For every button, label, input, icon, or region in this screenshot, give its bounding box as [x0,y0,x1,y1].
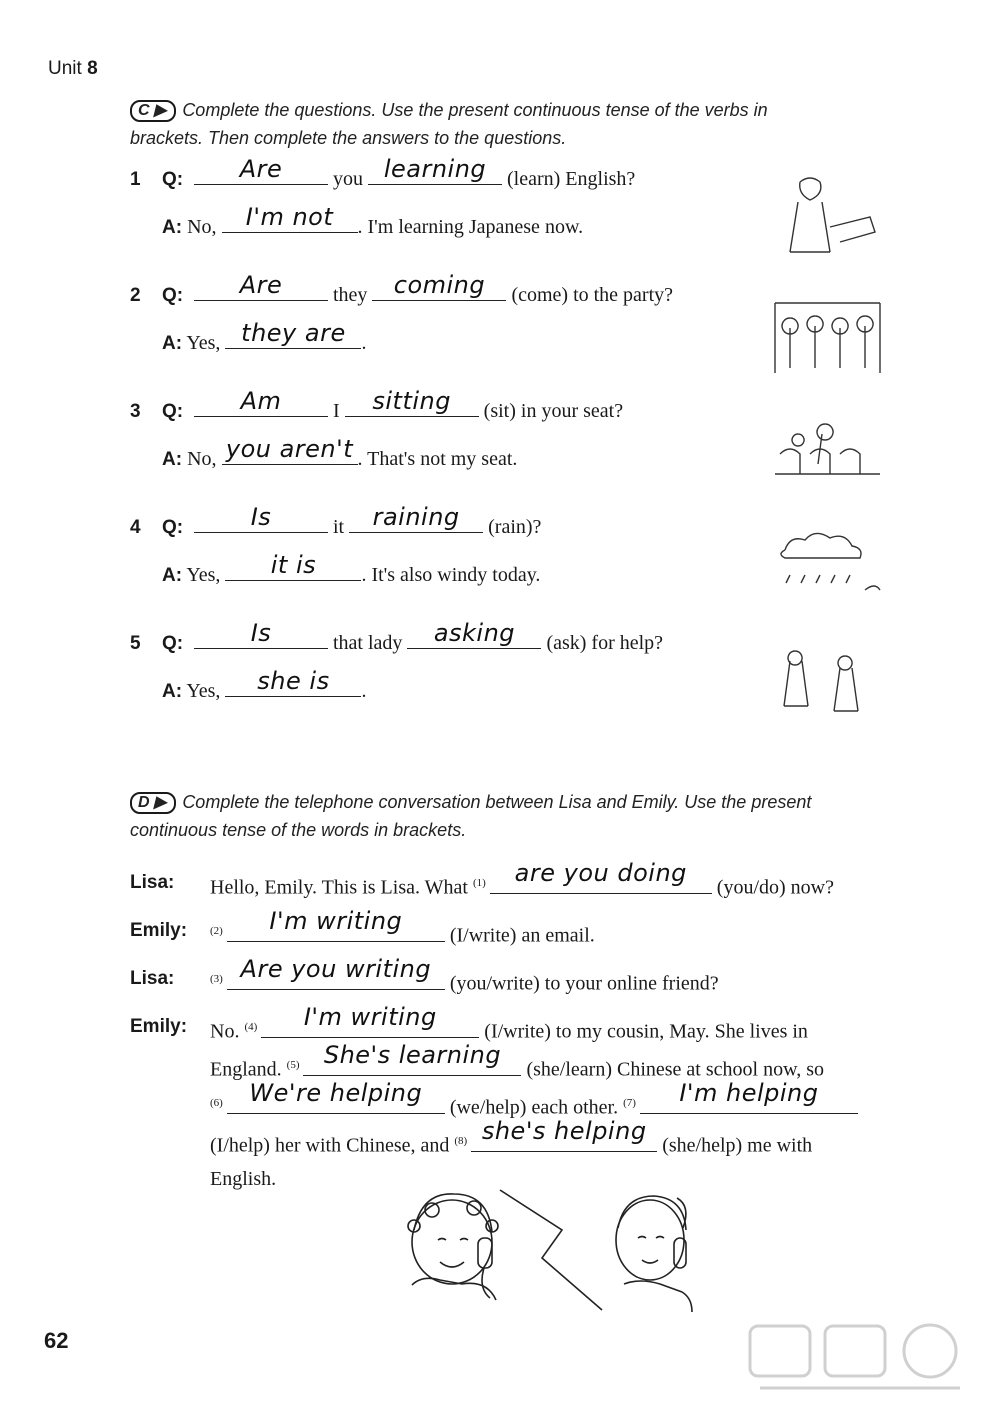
answer-text: . I'm learning Japanese now. [357,216,584,238]
q-label: Q: [162,285,184,306]
question-text: (ask) for help? [546,632,664,654]
a-label: A: [162,333,183,354]
answer-text: Yes, [186,332,221,354]
answer-blank-6[interactable] [227,1078,445,1114]
dialogue-text: (I/help) her with Chinese, and [210,1134,450,1157]
handwritten-answer: I'm writing [303,1002,437,1031]
answer-text: . It's also windy today. [361,564,541,586]
question-row [130,619,664,655]
question-row [130,155,636,191]
question-text: (come) to the party? [511,284,674,306]
q-label: Q: [162,633,184,654]
handwritten-answer: Are [239,271,283,299]
handwritten-answer: Is [250,503,272,531]
answer-blank[interactable] [194,155,328,185]
handwritten-answer: I'm writing [269,906,403,935]
blank-number: (6) [210,1097,223,1109]
section-d-badge: D ▶ [130,792,176,814]
dialogue-text: (she/learn) Chinese at school now, so [526,1058,825,1081]
answer-blank[interactable] [225,319,361,349]
a-label: A: [162,449,183,470]
question-text: (rain)? [488,516,542,538]
answer-blank-8[interactable] [471,1116,657,1152]
blank-number: (4) [244,1021,258,1033]
item-number: 5 [130,633,141,654]
man-reading-icon [770,172,885,262]
answer-blank[interactable] [194,271,328,301]
handwritten-answer: coming [393,271,486,299]
item-number: 4 [130,517,141,538]
dialogue-text: No. [210,1020,240,1043]
watermark-logo [740,1318,980,1408]
section-c-badge: C ▶ [130,100,176,122]
handwritten-answer: Are you writing [240,954,432,983]
question-text: (sit) in your seat? [483,400,624,422]
answer-row [162,203,584,239]
question-text: you [333,168,363,190]
answer-blank[interactable] [349,503,483,533]
answer-text: . [361,332,367,354]
handwritten-answer: We're helping [249,1078,423,1107]
question-text: that lady [333,632,403,654]
question-text: (learn) English? [507,168,636,190]
q-label: Q: [162,169,184,190]
a-label: A: [162,217,183,238]
answer-blank-1[interactable] [490,858,712,894]
cinema-seats-icon [770,404,885,494]
answer-text: No, [187,448,217,470]
answer-text: . That's not my seat. [357,448,518,470]
handwritten-answer: Is [250,619,272,647]
instruction-line: Complete the questions. Use the present continuous tense of the verbs in [182,100,768,120]
girls-on-phone-illustration [392,1180,722,1315]
handwritten-answer: it is [270,551,317,579]
dialogue-line-7 [130,1116,950,1160]
question-row [130,503,542,539]
answer-row [162,551,541,587]
rain-cloud-icon [770,520,885,610]
party-crowd-icon [770,288,885,378]
instruction-line: Complete the telephone conversation between Lisa and Emily. Use the present [182,792,812,812]
handwritten-answer: asking [433,619,516,647]
item-number: 2 [130,285,141,306]
answer-blank[interactable] [345,387,479,417]
speaker-lisa: Lisa: [130,872,175,893]
section-c-instruction [130,96,950,152]
handwritten-answer: she is [257,667,330,695]
answer-text: . [361,680,367,702]
question-row [130,271,674,307]
answer-blank[interactable] [194,387,328,417]
instruction-line: continuous tense of the words in brackets. [130,820,467,840]
answer-blank[interactable] [368,155,502,185]
answer-blank[interactable] [194,619,328,649]
blank-number: (7) [623,1097,636,1109]
handwritten-answer: they are [241,319,346,347]
dialogue [130,858,950,1198]
handwritten-answer: are you doing [514,858,687,887]
dialogue-line-3 [130,954,950,1008]
handwritten-answer: She's learning [323,1040,502,1069]
answer-blank[interactable] [225,667,361,697]
dialogue-line-4 [130,1002,950,1046]
handwritten-answer: I'm helping [679,1078,819,1107]
a-label: A: [162,565,183,586]
dialogue-text: English. [210,1168,277,1190]
item-number: 3 [130,401,141,422]
instruction-line: brackets. Then complete the answers to the questions. [130,128,567,148]
dialogue-text: (you/do) now? [716,876,834,899]
handwritten-answer: I'm not [245,203,334,231]
dialogue-text: (I/write) an email. [449,924,595,947]
unit-number: 8 [87,58,98,79]
handwritten-answer: sitting [372,387,451,415]
question-text: it [333,516,345,538]
unit-heading [48,58,98,80]
speaker-emily: Emily: [130,1016,188,1037]
answer-blank[interactable] [222,203,358,233]
blank-number: (1) [472,877,486,889]
dialogue-text: England. [210,1058,282,1081]
blank-number: (5) [286,1059,300,1071]
question-text: I [333,400,340,422]
a-label: A: [162,681,183,702]
handwritten-answer: Am [240,387,282,415]
section-d-instruction [130,788,950,844]
answer-text: Yes, [186,680,221,702]
answer-text: Yes, [186,564,221,586]
answer-blank-5[interactable] [303,1040,521,1076]
answer-blank[interactable] [372,271,506,301]
answer-row [162,435,518,471]
speaker-emily: Emily: [130,920,188,941]
answer-row [162,667,367,703]
answer-blank-2[interactable] [227,906,445,942]
answer-text: No, [187,216,217,238]
question-text: they [333,284,368,306]
blank-number: (8) [454,1135,468,1147]
q-label: Q: [162,517,184,538]
answer-blank-4[interactable] [261,1002,479,1038]
answer-blank[interactable] [222,435,358,465]
dialogue-text: (I/write) to my cousin, May. She lives in [484,1020,808,1043]
speaker-lisa: Lisa: [130,968,175,989]
handwritten-answer: she's helping [481,1116,647,1145]
answer-blank-7[interactable] [640,1078,858,1114]
answer-blank[interactable] [225,551,361,581]
unit-word: Unit [48,58,82,79]
q-label: Q: [162,401,184,422]
dialogue-text: Hello, Emily. This is Lisa. What [210,876,468,899]
item-number: 1 [130,169,141,190]
answer-row [162,319,367,355]
handwritten-answer: raining [372,503,460,531]
dialogue-text: (you/write) to your online friend? [449,972,719,995]
handwritten-answer: learning [383,155,487,183]
answer-blank[interactable] [194,503,328,533]
answer-blank[interactable] [407,619,541,649]
blank-number: (2) [210,925,223,937]
handwritten-answer: Are [239,155,283,183]
answer-blank-3[interactable] [227,954,445,990]
blank-number: (3) [210,973,223,985]
question-row [130,387,624,423]
dialogue-text: (we/help) each other. [449,1096,619,1119]
handwritten-answer: you aren't [225,435,354,463]
page-number: 62 [44,1328,69,1353]
dialogue-text: (she/help) me with [662,1134,813,1157]
lady-and-officer-icon [770,636,885,726]
